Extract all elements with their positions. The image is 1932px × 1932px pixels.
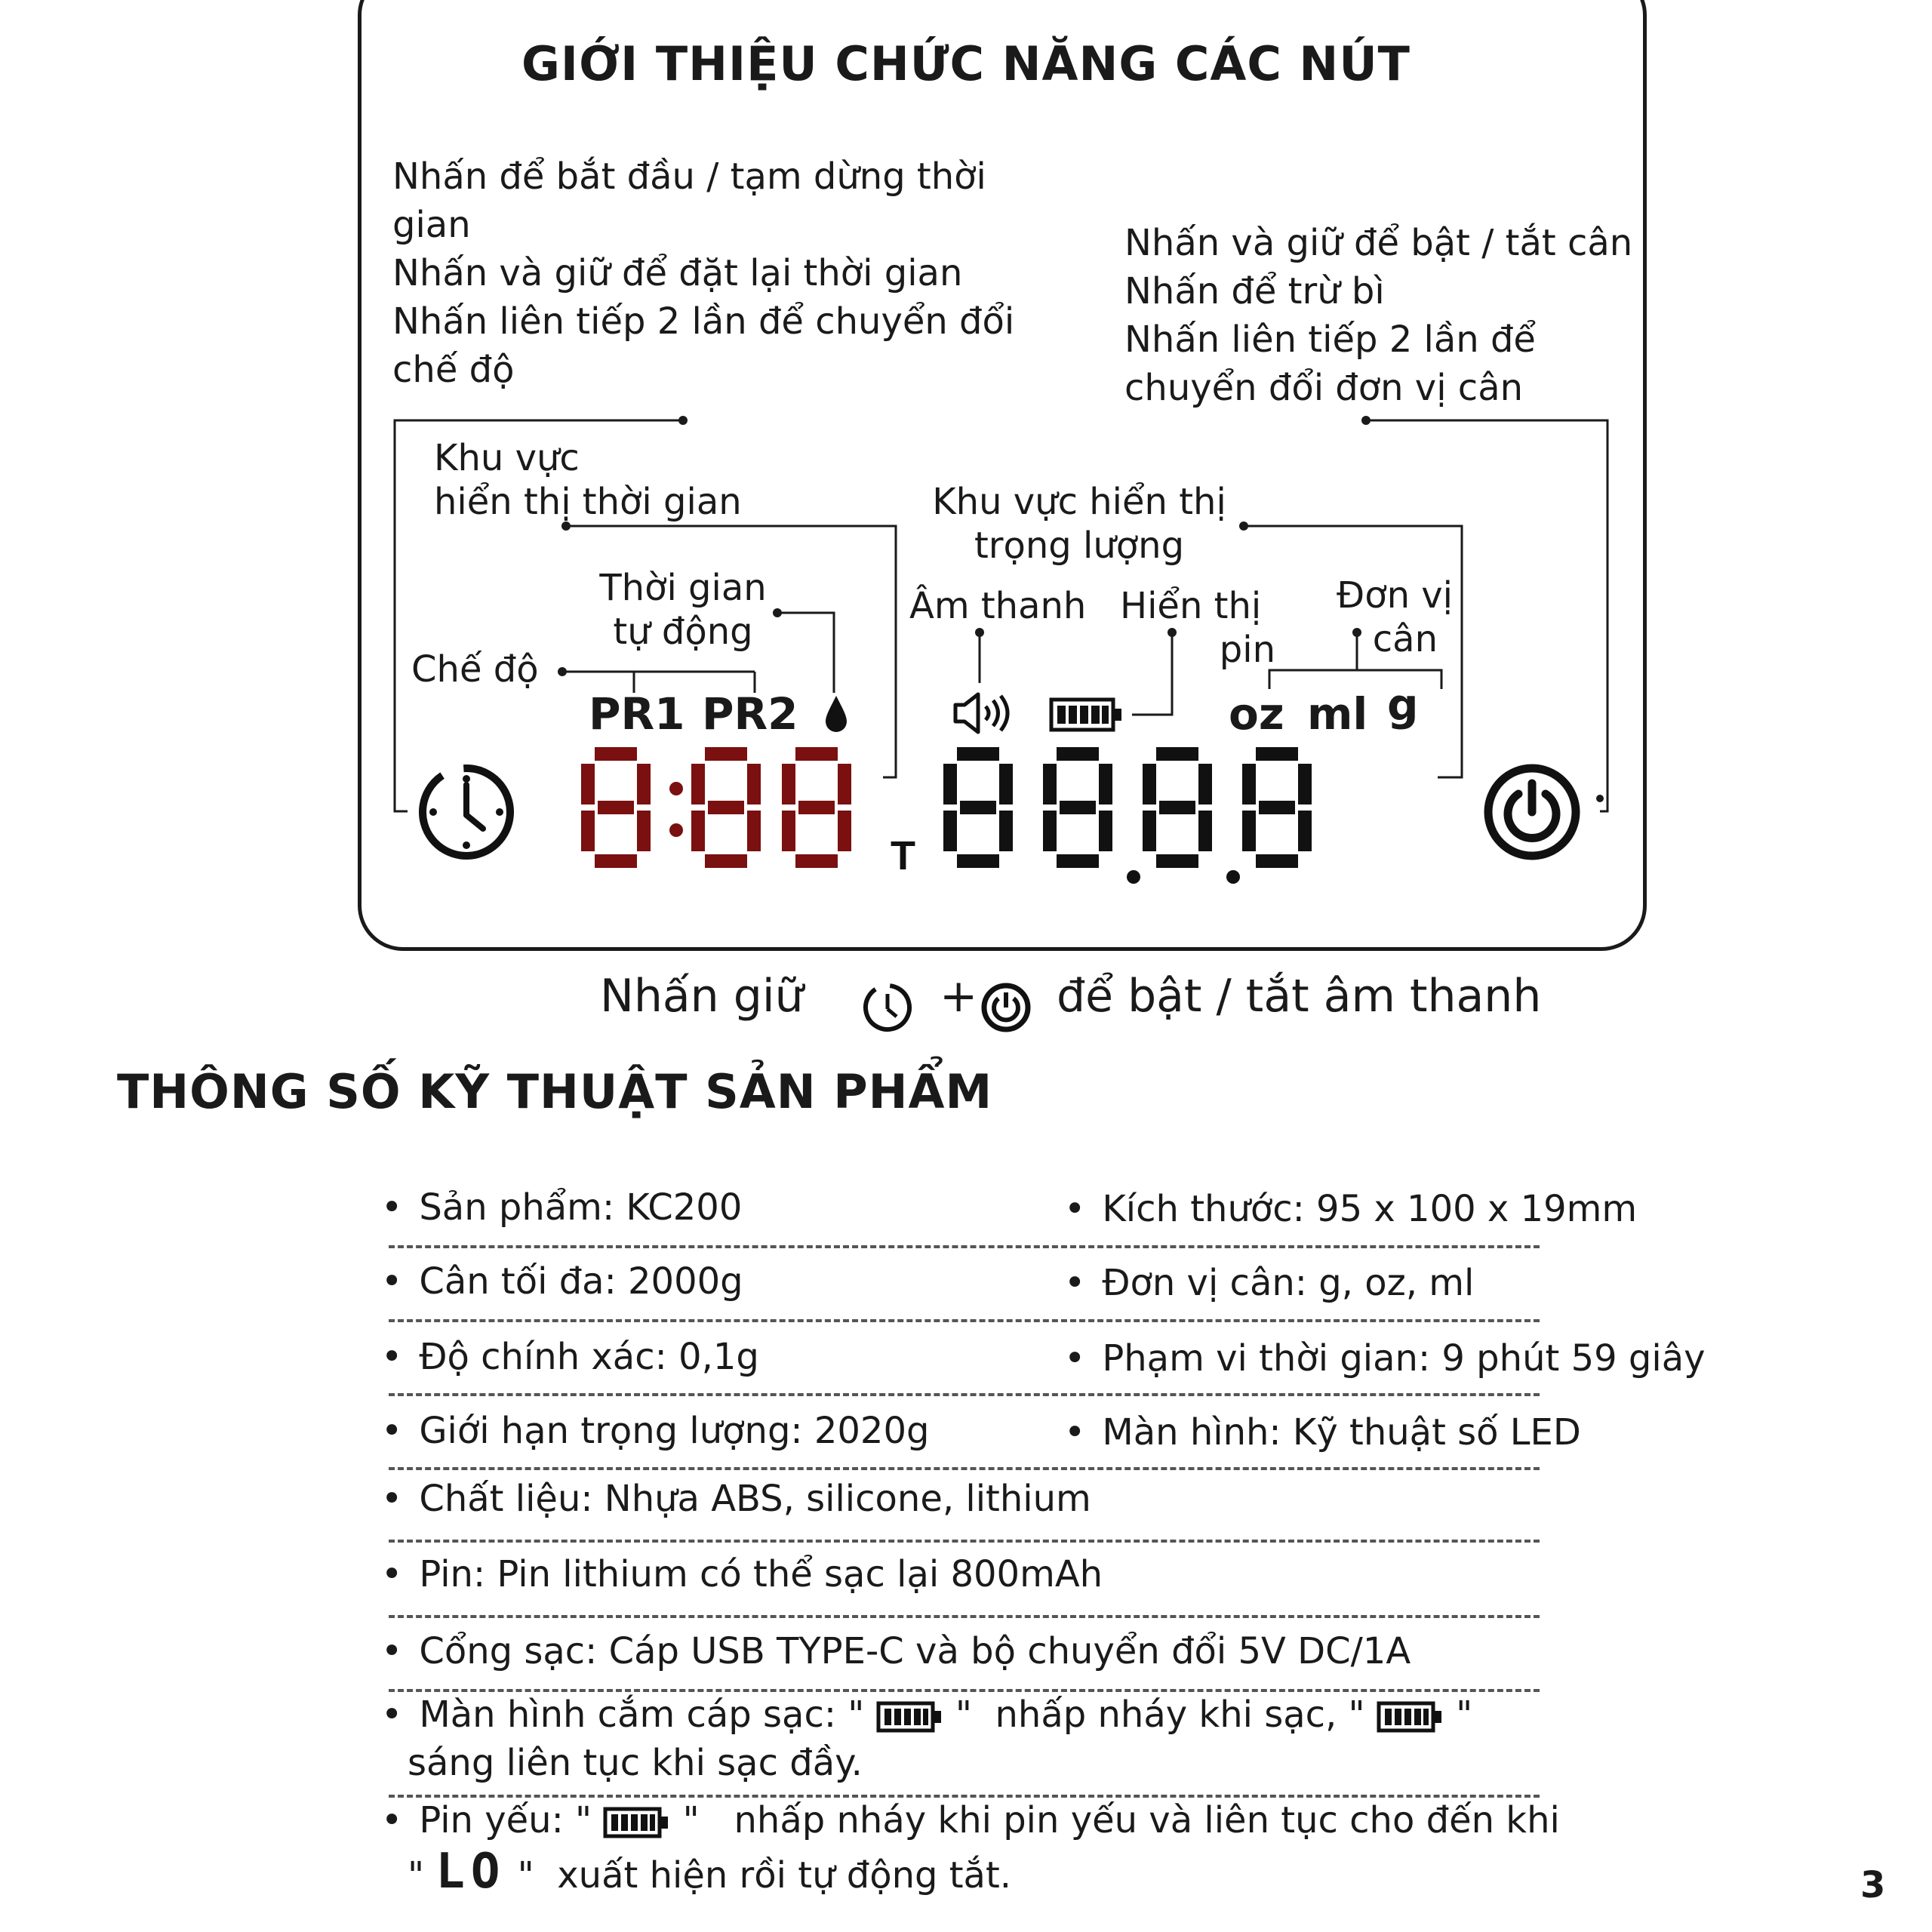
lcd-segment [957,854,999,868]
tare-mark: T [891,833,915,878]
sound-label: Âm thanh [909,585,1087,627]
lcd-segment [747,764,761,804]
spec-title: THÔNG SỐ KỸ THUẬT SẢN PHẨM [117,1064,993,1119]
spec-size: • Kích thước: 95 x 100 x 19mm [1064,1186,1637,1232]
page-number: 3 [1860,1864,1886,1906]
lcd-segment [1143,811,1156,851]
pr1-indicator: PR1 [589,688,685,740]
sound-hint-prefix: Nhấn giữ [600,970,804,1023]
quote-mark: " [1348,1694,1365,1736]
lcd-segment [1298,764,1312,804]
battery-icon [1049,697,1124,732]
lcd-segment [595,747,637,761]
lcd-dot [669,823,683,837]
lcd-segment [838,764,851,804]
weight-digits [943,747,1312,884]
unit-oz: oz [1229,688,1284,740]
page-title: GIỚI THIỆU CHỨC NĂNG CÁC NÚT [521,36,1411,91]
lcd-segment [1242,764,1256,804]
lcd-segment [1256,854,1298,868]
divider [389,1319,1540,1322]
time-area-label: Khu vực hiển thị thời gian [434,437,742,523]
lcd-segment [705,747,747,761]
timer-button[interactable] [414,759,519,865]
drop-icon [823,694,850,734]
lcd-segment [581,811,595,851]
lcd-segment [795,747,838,761]
lcd-segment [1099,811,1112,851]
quote-mark: " [848,1694,865,1736]
lcd-segment [595,854,637,868]
divider [389,1245,1540,1248]
weight-area-label: Khu vực hiển thị trọng lượng [932,481,1226,567]
lcd-segment [1156,747,1198,761]
spec-product: • Sản phẩm: KC200 [381,1185,742,1230]
lcd-segment [581,764,595,804]
lcd-segment [1043,811,1057,851]
quote-mark: " [1456,1694,1473,1736]
divider [389,1467,1540,1470]
charging-text-b: nhấp nháy khi sạc, [995,1694,1337,1736]
lcd-segment [795,854,838,868]
lcd-segment [798,801,835,814]
lcd-segment [943,764,957,804]
divider [389,1393,1540,1396]
lcd-segment [1060,801,1096,814]
pr2-indicator: PR2 [702,688,798,740]
lo-display: LO [435,1844,506,1900]
lcd-segment [782,764,795,804]
lcd-segment [1298,811,1312,851]
mode-label: Chế độ [411,648,539,691]
charging-text-c: sáng liên tục khi sạc đầy. [408,1742,863,1784]
low-battery-line-2 [408,1844,1012,1900]
lcd-segment [1242,811,1256,851]
spec-port: • Cổng sạc: Cáp USB TYPE-C và bộ chuyển đổi 5V DC/1A [381,1629,1411,1674]
auto-time-label: Thời gian tự động [599,567,767,653]
lcd-segment [1099,764,1112,804]
lcd-segment [705,854,747,868]
quote-mark: " [682,1799,700,1841]
lcd-segment [637,764,651,804]
unit-ml: ml [1307,688,1368,740]
power-button-description: Nhấn và giữ để bật / tắt cân Nhấn để trừ bì Nhấn liên tiếp 2 lần để chuyển đổi đơn vị cân [1124,222,1633,409]
spec-low-battery [381,1798,1560,1843]
lcd-digits [574,747,1464,891]
lcd-segment [999,764,1013,804]
time-digits [581,747,851,868]
unit-g: g [1387,679,1419,731]
low-text-c: xuất hiện rồi tự động tắt. [557,1854,1012,1897]
lcd-segment [1143,764,1156,804]
small-clock-icon [860,980,915,1046]
lcd-dot [1127,870,1140,884]
lcd-segment [1198,764,1212,804]
battery-icon [876,1700,944,1734]
lcd-segment [1156,854,1198,868]
lcd-segment [943,811,957,851]
lcd-dot [669,782,683,795]
lcd-segment [747,811,761,851]
lcd-segment [960,801,996,814]
sound-hint-suffix: để bật / tắt âm thanh [1057,970,1542,1023]
quote-mark: " [575,1799,592,1841]
lcd-segment [1256,747,1298,761]
lcd-segment [1057,747,1099,761]
timer-button-description: Nhấn để bắt đầu / tạm dừng thời gian Nhấn và giữ để đặt lại thời gian Nhấn liên tiếp 2 lần để chuyển đổi chế độ [392,155,1015,391]
speaker-icon [952,691,1020,735]
spec-max: • Cân tối đa: 2000g [381,1259,743,1304]
lcd-segment [637,811,651,851]
lcd-segment [838,811,851,851]
low-text-a: • Pin yếu: [381,1799,564,1841]
battery-label: Hiển thị pin [1120,585,1275,671]
power-button[interactable] [1479,759,1585,865]
spec-charging [381,1692,1472,1737]
spec-material: • Chất liệu: Nhựa ABS, silicone, lithium [381,1476,1091,1521]
lcd-segment [598,801,634,814]
battery-icon [1377,1700,1444,1734]
unit-label: Đơn vị cân [1337,574,1453,660]
lcd-segment [691,811,705,851]
spec-limit: • Giới hạn trọng lượng: 2020g [381,1408,929,1454]
lcd-segment [999,811,1013,851]
lcd-segment [782,811,795,851]
lcd-segment [1159,801,1195,814]
lcd-segment [1259,801,1295,814]
lcd-segment [708,801,744,814]
small-power-icon [979,980,1033,1046]
lcd-segment [1057,854,1099,868]
divider [389,1540,1540,1543]
lcd-segment [1043,764,1057,804]
lcd-segment [1198,811,1212,851]
sound-hint [600,970,1542,1023]
lcd-segment [957,747,999,761]
quote-mark: " [408,1854,425,1897]
charging-text-a: • Màn hình cắm cáp sạc: [381,1694,836,1736]
divider [389,1615,1540,1618]
quote-mark: " [517,1854,534,1897]
plus-sign: + [940,970,978,1023]
quote-mark: " [955,1694,972,1736]
spec-time-range: • Phạm vi thời gian: 9 phút 59 giây [1064,1336,1706,1381]
battery-icon [603,1806,671,1839]
lcd-dot [1226,870,1240,884]
spec-screen: • Màn hình: Kỹ thuật số LED [1064,1410,1581,1455]
spec-precision: • Độ chính xác: 0,1g [381,1334,759,1380]
spec-battery: • Pin: Pin lithium có thể sạc lại 800mAh [381,1552,1103,1597]
spec-units: • Đơn vị cân: g, oz, ml [1064,1260,1474,1306]
low-text-b: nhấp nháy khi pin yếu và liên tục cho đến khi [734,1799,1560,1841]
lcd-segment [691,764,705,804]
